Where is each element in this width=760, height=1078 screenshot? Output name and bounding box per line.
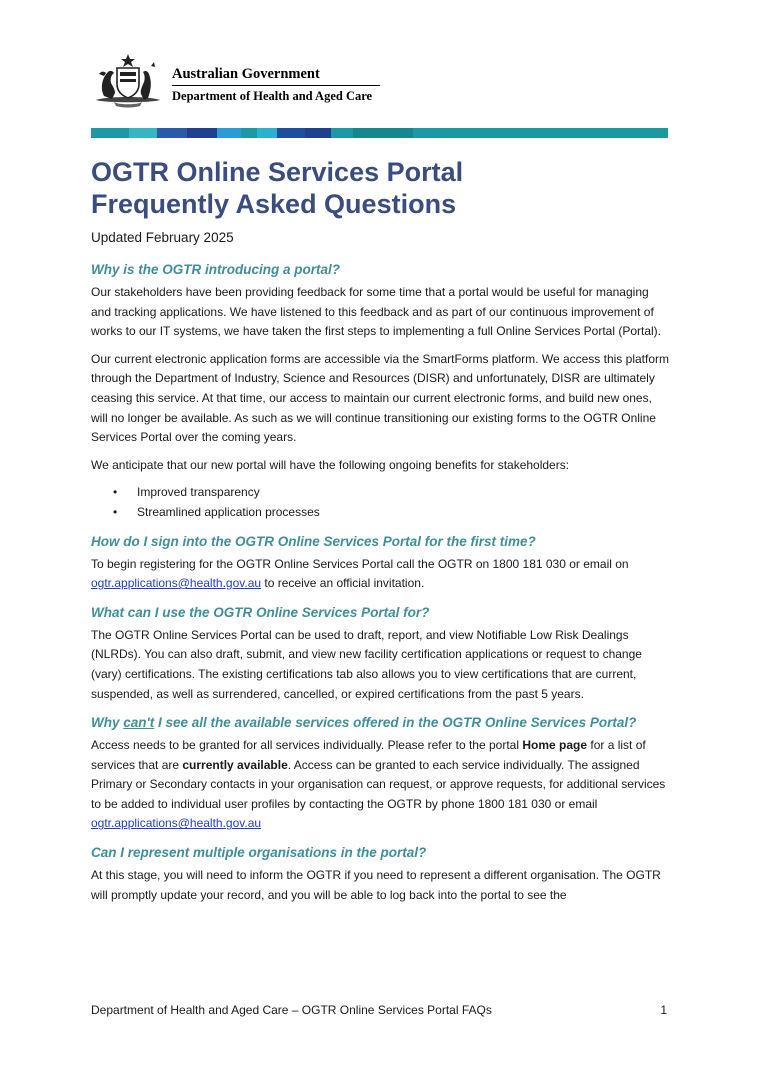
faq-heading: Can I represent multiple organisations in the portal?: [91, 845, 427, 861]
heading-emphasis: can't: [123, 715, 155, 731]
list-item: [91, 483, 671, 503]
faq-paragraph: Our stakeholders have been providing feedback for some time that a portal would be useful for managing and tracking applications. We have listened to this feedback and as part of our continuous improvement of works to our IT systems, we have taken the first steps to implementing a full Online Services Portal (Portal).: [91, 285, 662, 339]
faq-paragraph: Our current electronic application forms are accessible via the SmartForms platform. We access this platform through the Department of Industry, Science and Resources (DISR) and unfortunately, DISR are ultimately ceasing this service. At that time, our access to maintain our current electronic forms, and build new ones, will no longer be available. As such as we will continue transitioning our existing forms to the OGTR Online Services Portal over the coming years.: [91, 351, 669, 445]
faq-section-sign-in: [91, 533, 671, 594]
stripe-segment: [277, 128, 305, 138]
bold-text: currently available: [182, 757, 288, 772]
page-title: [91, 156, 463, 220]
footer-text: Department of Health and Aged Care – OGTR Online Services Portal FAQs: [91, 1003, 492, 1017]
stripe-segment: [157, 128, 187, 138]
stripe-segment: [257, 128, 277, 138]
list-item: [91, 503, 671, 523]
heading-text: Why: [91, 715, 124, 731]
paragraph-text: To begin registering for the OGTR Online Services Portal call the OGTR on 1800 181 030 or email on: [91, 556, 629, 571]
coat-of-arms-icon: [90, 52, 166, 110]
updated-date: Updated February 2025: [91, 230, 234, 245]
faq-content: [91, 261, 671, 915]
stripe-segment: [217, 128, 241, 138]
stripe-segment: [129, 128, 157, 138]
paragraph-text: for a list of services that are: [91, 738, 646, 772]
title-line-2: Frequently Asked Questions: [91, 189, 457, 219]
faq-paragraph: We anticipate that our new portal will have the following ongoing benefits for stakeholders:: [91, 457, 570, 472]
faq-section-multiple-orgs: [91, 844, 671, 905]
faq-paragraph: [91, 736, 671, 834]
faq-paragraph: [91, 555, 671, 594]
faq-heading: How do I sign into the OGTR Online Services Portal for the first time?: [91, 533, 536, 549]
paragraph-text: . Access can be granted to each service individually. The assigned Primary or Secondary contacts in your organisation can request, or approve requests, for additional services to be added to individual user profiles by contacting the OGTR by phone 1800 181 030 or email: [91, 757, 666, 811]
stripe-segment: [441, 128, 668, 138]
page-footer: [91, 1003, 671, 1017]
government-wordmark: [172, 66, 380, 104]
wordmark-divider: [172, 85, 380, 86]
faq-section-uses: [91, 604, 671, 704]
stripe-segment: [187, 128, 217, 138]
faq-heading: Why is the OGTR introducing a portal?: [91, 262, 340, 277]
header-color-stripe: [91, 128, 668, 138]
stripe-segment: [91, 128, 129, 138]
benefits-list: [91, 483, 671, 522]
faq-paragraph: The OGTR Online Services Portal can be used to draft, report, and view Notifiable Low Risk Dealings (NLRDs). You can also draft, submit, and view new facility certification applications or request to change (vary) certifications. The existing certifications tab also allows you to view certifications that are current, suspended, as well as surrendered, cancelled, or expired certifications from the past 5 years.: [91, 627, 642, 701]
department-name: Department of Health and Aged Care: [172, 89, 373, 103]
email-link[interactable]: ogtr.applications@health.gov.au: [91, 816, 262, 831]
faq-paragraph: At this stage, you will need to inform the OGTR if you need to represent a different organisation. The OGTR will promptly update your record, and you will be able to log back into the portal to see the: [91, 868, 661, 902]
list-item-text: Streamlined application processes: [137, 504, 320, 519]
stripe-segment: [331, 128, 353, 138]
bullet-icon: •: [113, 485, 118, 500]
bold-text: Home page: [522, 738, 588, 753]
heading-text: I see all the available services offered in the OGTR Online Services Portal?: [154, 715, 637, 731]
stripe-segment: [413, 128, 441, 138]
paragraph-text: Access needs to be granted for all services individually. Please refer to the portal: [91, 738, 523, 753]
page-number: 1: [660, 1003, 667, 1017]
government-name: Australian Government: [172, 66, 320, 82]
list-item-text: Improved transparency: [137, 485, 260, 500]
paragraph-text: to receive an official invitation.: [261, 576, 425, 591]
email-link[interactable]: ogtr.applications@health.gov.au: [91, 576, 262, 591]
faq-section-portal-intro: [91, 261, 671, 523]
faq-section-services: [91, 714, 671, 834]
stripe-segment: [241, 128, 257, 138]
faq-heading: What can I use the OGTR Online Services Portal for?: [91, 604, 430, 620]
title-line-1: OGTR Online Services Portal: [91, 157, 464, 187]
faq-heading: [91, 714, 671, 732]
stripe-segment: [305, 128, 331, 138]
stripe-segment: [353, 128, 413, 138]
bullet-icon: •: [113, 504, 118, 519]
